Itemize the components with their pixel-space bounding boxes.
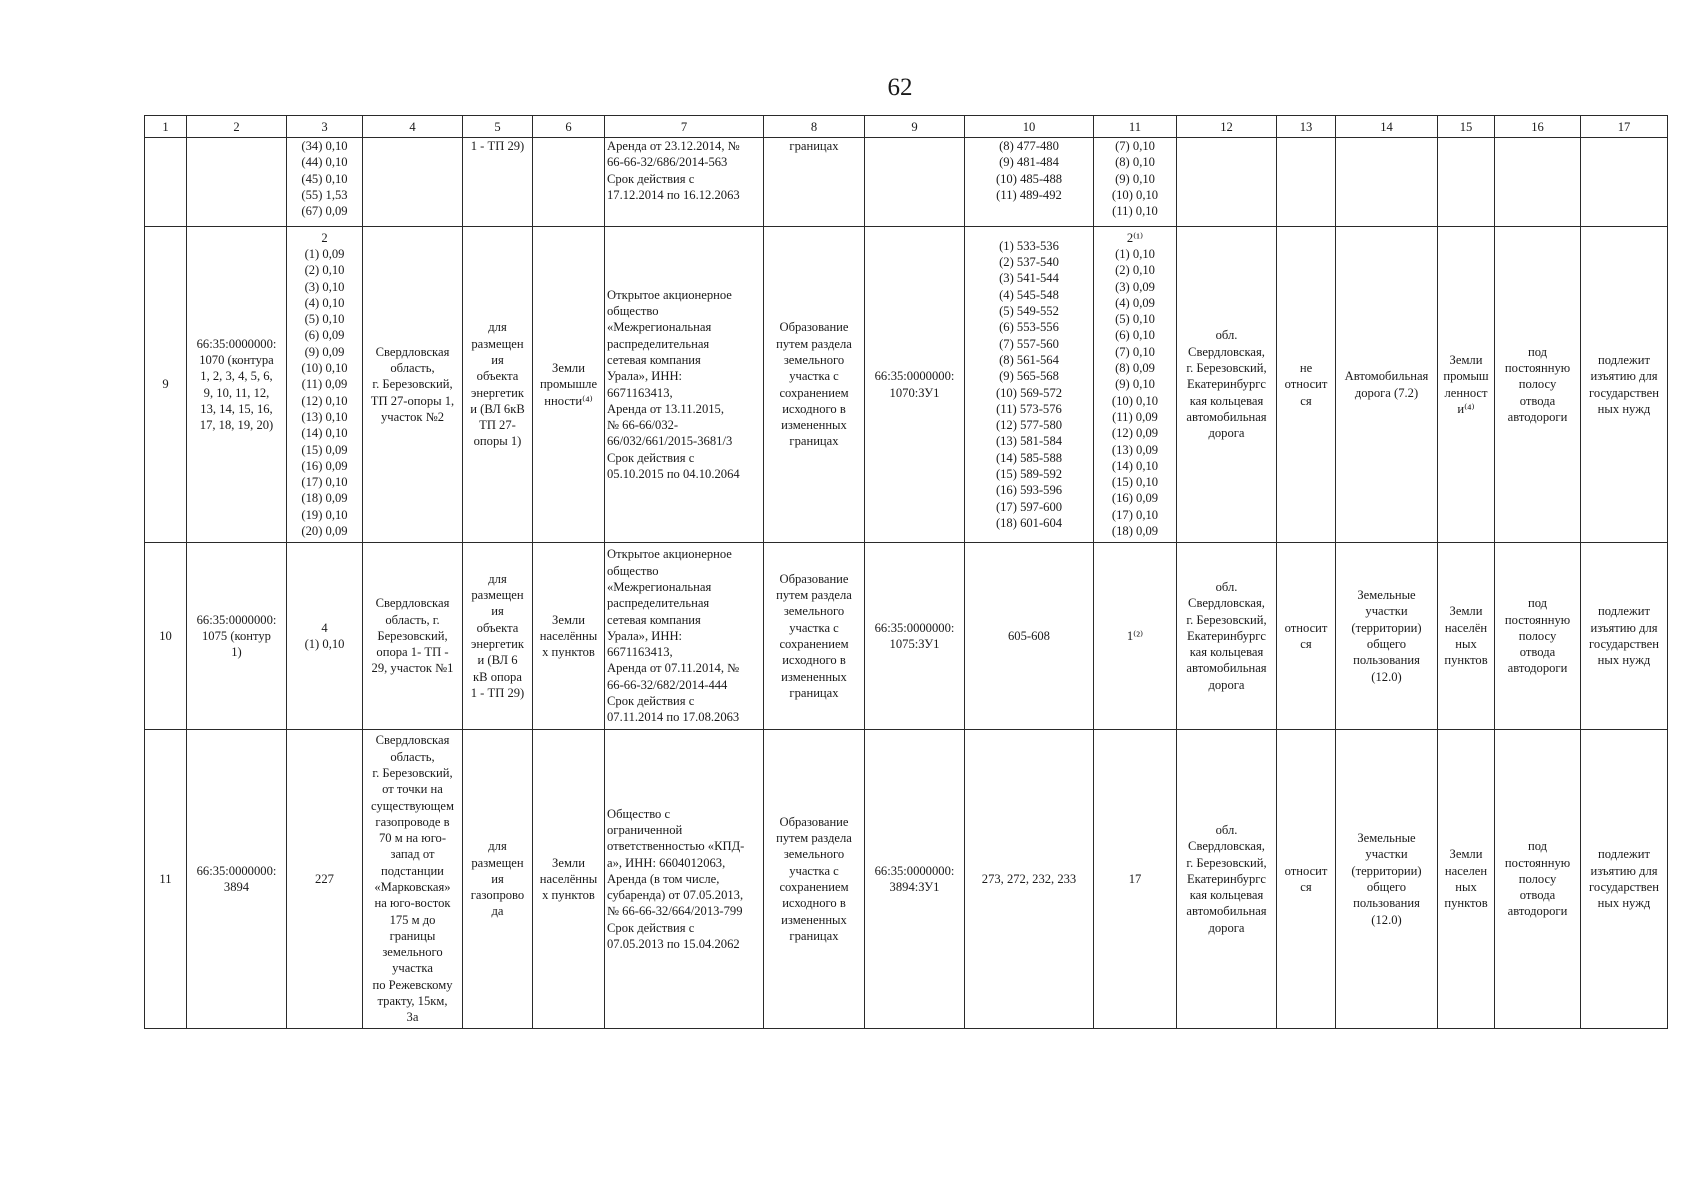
table-cell: (34) 0,10 (44) 0,10 (45) 0,10 (55) 1,53 (67) 0,09 <box>287 138 363 227</box>
table-cell: 9 <box>145 227 187 543</box>
table-header-row <box>145 116 1668 138</box>
table-cell: границах <box>764 138 865 227</box>
table-cell: 2 (1) 0,09 (2) 0,10 (3) 0,10 (4) 0,10 (5) 0,10 (6) 0,09 (9) 0,09 (10) 0,10 (11) 0,09 (12) 0,10 (13) 0,10 (14) 0,10 (15) 0,09 (16) 0,09 (17) 0,10 (18) 0,09 (19) 0,10 (20) 0,09 <box>287 227 363 543</box>
table-cell <box>865 138 965 227</box>
column-header: 17 <box>1581 116 1668 138</box>
table-cell: под постоянную полосу отвода автодороги <box>1495 543 1581 730</box>
table-cell: 66:35:0000000: 3894 <box>187 730 287 1029</box>
table-cell: 17 <box>1094 730 1177 1029</box>
table-cell: (8) 477-480 (9) 481-484 (10) 485-488 (11) 489-492 <box>965 138 1094 227</box>
land-plots-table <box>144 115 1668 1029</box>
table-cell <box>363 138 463 227</box>
table-cell: 66:35:0000000: 3894:ЗУ1 <box>865 730 965 1029</box>
table-cell: относит ся <box>1277 730 1336 1029</box>
table-row <box>145 730 1668 1029</box>
table-cell: 1 - ТП 29) <box>463 138 533 227</box>
table-cell: 66:35:0000000: 1070 (контура 1, 2, 3, 4, 5, 6, 9, 10, 11, 12, 13, 14, 15, 16, 17, 18, 19, 20) <box>187 227 287 543</box>
table-cell: 4 (1) 0,10 <box>287 543 363 730</box>
column-header: 5 <box>463 116 533 138</box>
column-header: 1 <box>145 116 187 138</box>
table-cell: под постоянную полосу отвода автодороги <box>1495 227 1581 543</box>
table-cell: Земли населённы х пунктов <box>533 730 605 1029</box>
column-header: 9 <box>865 116 965 138</box>
table-cell: обл. Свердловская, г. Березовский, Екатеринбургс кая кольцевая автомобильная дорога <box>1177 227 1277 543</box>
table-cell: Земли населён ных пунктов <box>1438 543 1495 730</box>
table-cell: (1) 533-536 (2) 537-540 (3) 541-544 (4) 545-548 (5) 549-552 (6) 553-556 (7) 557-560 (8) 561-564 (9) 565-568 (10) 569-572 (11) 573-576 (12) 577-580 (13) 581-584 (14) 585-588 (15) 589-592 (16) 593-596 (17) 597-600 (18) 601-604 <box>965 227 1094 543</box>
table-cell <box>1581 138 1668 227</box>
table-cell: 66:35:0000000: 1070:ЗУ1 <box>865 227 965 543</box>
table-cell: 273, 272, 232, 233 <box>965 730 1094 1029</box>
table-cell: для размещен ия объекта энергетик и (ВЛ 6 кВ опора 1 - ТП 29) <box>463 543 533 730</box>
table-cell: 2⁽¹⁾ (1) 0,10 (2) 0,10 (3) 0,09 (4) 0,09 (5) 0,10 (6) 0,10 (7) 0,10 (8) 0,09 (9) 0,10 (10) 0,10 (11) 0,09 (12) 0,09 (13) 0,09 (14) 0,10 (15) 0,10 (16) 0,09 (17) 0,10 (18) 0,09 <box>1094 227 1177 543</box>
table-cell: под постоянную полосу отвода автодороги <box>1495 730 1581 1029</box>
column-header: 14 <box>1336 116 1438 138</box>
column-header: 13 <box>1277 116 1336 138</box>
table-cell: для размещен ия газопрово да <box>463 730 533 1029</box>
table-cell: Свердловская область, г. Березовский, от точки на существующем газопроводе в 70 м на юго- запад от подстанции «Марковская» на юго-восток 175 м до границы земельного участка по Режевскому тракту, 15км, 3а <box>363 730 463 1029</box>
page-number: 62 <box>887 74 913 101</box>
column-header: 12 <box>1177 116 1277 138</box>
table-cell: 605-608 <box>965 543 1094 730</box>
table-cell: подлежит изъятию для государствен ных нужд <box>1581 227 1668 543</box>
column-header: 8 <box>764 116 865 138</box>
table-cell: Открытое акционерное общество «Межрегиональная распределительная сетевая компания Урала», ИНН: 6671163413, Аренда от 07.11.2014, № 66-66-32/682/2014-444 Срок действия с 07.11.2014 по 17.08.2063 <box>605 543 764 730</box>
table-cell: Земли промышле нности⁽⁴⁾ <box>533 227 605 543</box>
table-cell: подлежит изъятию для государствен ных нужд <box>1581 543 1668 730</box>
table-cell: не относит ся <box>1277 227 1336 543</box>
column-header: 15 <box>1438 116 1495 138</box>
table-cell: 10 <box>145 543 187 730</box>
table-row-continuation <box>145 138 1668 227</box>
table-cell: 66:35:0000000: 1075:ЗУ1 <box>865 543 965 730</box>
column-header: 2 <box>187 116 287 138</box>
table-cell: для размещен ия объекта энергетик и (ВЛ 6кВ ТП 27- опоры 1) <box>463 227 533 543</box>
table-cell: Земельные участки (территории) общего пользования (12.0) <box>1336 543 1438 730</box>
table-cell: 1⁽²⁾ <box>1094 543 1177 730</box>
table-cell: подлежит изъятию для государствен ных нужд <box>1581 730 1668 1029</box>
table-cell <box>1277 138 1336 227</box>
table-cell: Земли промыш ленност и⁽⁴⁾ <box>1438 227 1495 543</box>
table-cell: Земли населённы х пунктов <box>533 543 605 730</box>
table-cell <box>533 138 605 227</box>
table-cell <box>1495 138 1581 227</box>
table-cell: 227 <box>287 730 363 1029</box>
table-cell <box>187 138 287 227</box>
table-cell: Образование путем раздела земельного участка с сохранением исходного в измененных границах <box>764 227 865 543</box>
column-header: 7 <box>605 116 764 138</box>
table-cell <box>1336 138 1438 227</box>
table-row <box>145 227 1668 543</box>
table-cell: Общество с ограниченной ответственностью «КПД- а», ИНН: 6604012063, Аренда (в том числе, субаренда) от 07.05.2013, № 66-66-32/664/2013-799 Срок действия с 07.05.2013 по 15.04.2062 <box>605 730 764 1029</box>
table-cell: Свердловская область, г. Березовский, опора 1- ТП - 29, участок №1 <box>363 543 463 730</box>
column-header: 10 <box>965 116 1094 138</box>
table-cell: Земельные участки (территории) общего пользования (12.0) <box>1336 730 1438 1029</box>
table-cell: Аренда от 23.12.2014, № 66-66-32/686/2014-563 Срок действия с 17.12.2014 по 16.12.2063 <box>605 138 764 227</box>
table-cell: Образование путем раздела земельного участка с сохранением исходного в измененных границах <box>764 730 865 1029</box>
table-cell: Образование путем раздела земельного участка с сохранением исходного в измененных границах <box>764 543 865 730</box>
table-cell: Земли населен ных пунктов <box>1438 730 1495 1029</box>
table-cell: Открытое акционерное общество «Межрегиональная распределительная сетевая компания Урала», ИНН: 6671163413, Аренда от 13.11.2015, № 66-66/032- 66/032/661/2015-3681/3 Срок действия с 05.10.2015 по 04.10.2064 <box>605 227 764 543</box>
table-cell: относит ся <box>1277 543 1336 730</box>
column-header: 16 <box>1495 116 1581 138</box>
table-row <box>145 543 1668 730</box>
table-cell: (7) 0,10 (8) 0,10 (9) 0,10 (10) 0,10 (11) 0,10 <box>1094 138 1177 227</box>
table-cell <box>1177 138 1277 227</box>
table-cell <box>1438 138 1495 227</box>
column-header: 11 <box>1094 116 1177 138</box>
table-cell: Свердловская область, г. Березовский, ТП 27-опоры 1, участок №2 <box>363 227 463 543</box>
table-cell: Автомобильная дорога (7.2) <box>1336 227 1438 543</box>
table-cell: обл. Свердловская, г. Березовский, Екатеринбургс кая кольцевая автомобильная дорога <box>1177 543 1277 730</box>
table-cell: 66:35:0000000: 1075 (контур 1) <box>187 543 287 730</box>
table-cell <box>145 138 187 227</box>
column-header: 6 <box>533 116 605 138</box>
column-header: 3 <box>287 116 363 138</box>
table-cell: обл. Свердловская, г. Березовский, Екатеринбургс кая кольцевая автомобильная дорога <box>1177 730 1277 1029</box>
table-cell: 11 <box>145 730 187 1029</box>
column-header: 4 <box>363 116 463 138</box>
